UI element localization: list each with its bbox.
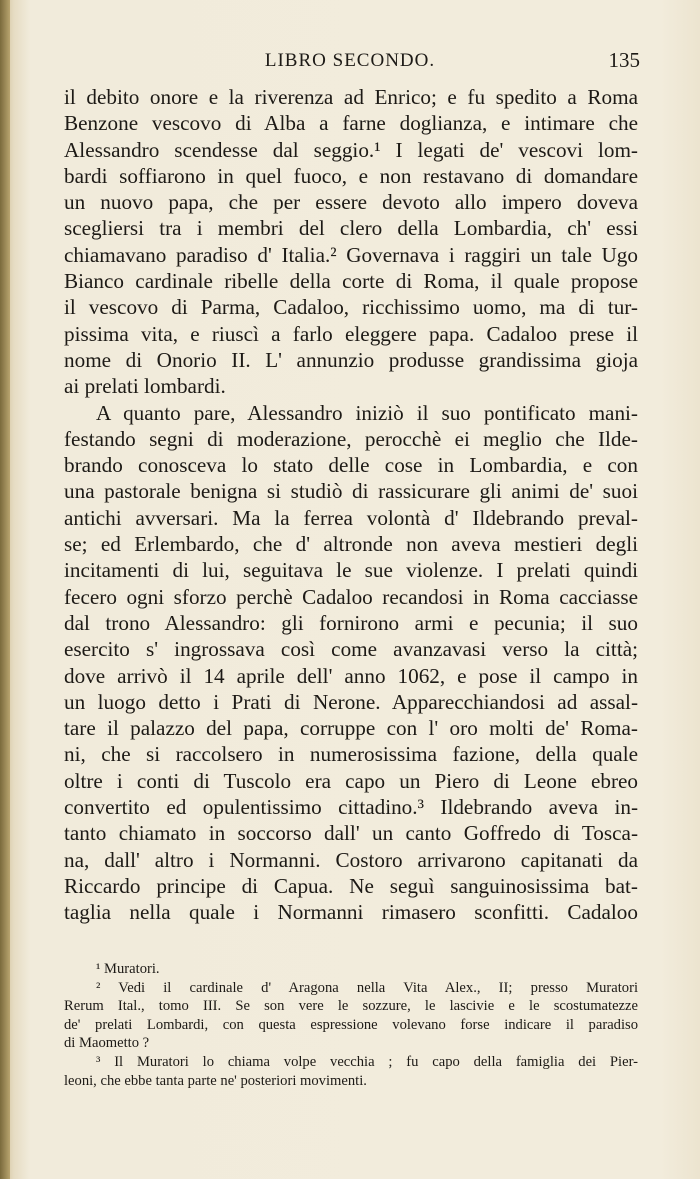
footnote-line: di Maometto ?: [64, 1035, 150, 1052]
text-line: se; ed Erlembardo, che d' altronde non aveva mestieri degli: [64, 532, 638, 557]
text-line: festando segni di moderazione, perocchè ei meglio che Ilde-: [64, 426, 638, 451]
text-line: chiamavano paradiso d' Italia.² Governava i raggiri un tale Ugo: [64, 242, 638, 267]
text-line: A quanto pare, Alessandro iniziò il suo pontificato mani-: [96, 400, 638, 425]
footnote-line: ² Vedi il cardinale d' Aragona nella Vita Alex., II; presso Muratori: [96, 979, 638, 996]
text-line: un luogo detto i Prati di Nerone. Apparecchiandosi ad assal-: [64, 689, 638, 714]
text-line: ni, che si raccolsero in numerosissima fazione, della quale: [64, 742, 638, 767]
text-line: esercito s' ingrossava così come avanzavasi verso la città;: [64, 637, 638, 662]
text-line: nome di Onorio II. L' annunzio produsse grandissima gioja: [64, 347, 638, 372]
text-line: il debito onore e la riverenza ad Enrico; e fu spedito a Roma: [64, 85, 638, 109]
text-line: pissima vita, e riuscì a farlo eleggere papa. Cadaloo prese il: [64, 321, 638, 346]
text-line: una pastorale benigna si studiò di rassicurare gli animi de' suoi: [64, 479, 638, 504]
text-line: antichi avversari. Ma la ferrea volontà d' Ildebrando preval-: [64, 505, 638, 530]
footnote-line: ³ Il Muratori lo chiama volpe vecchia ; fu capo della famiglia dei Pier-: [96, 1053, 638, 1070]
text-line: Bianco cardinale ribelle della corte di Roma, il quale propose: [64, 269, 638, 294]
text-line: ai prelati lombardi.: [64, 374, 226, 399]
text-line: taglia nella quale i Normanni rimasero sconfitti. Cadaloo: [64, 900, 638, 925]
text-line: convertito ed opulentissimo cittadino.³ Ildebrando aveva in-: [64, 795, 638, 820]
text-line: scegliersi tra i membri del clero della Lombardia, ch' essi: [64, 216, 638, 241]
text-line: na, dall' altro i Normanni. Costoro arrivarono capitanati da: [64, 847, 638, 872]
text-line: incitamenti di lui, seguitava le sue violenze. I prelati quindi: [64, 558, 638, 583]
text-line: fecero ogni sforzo perchè Cadaloo recandosi in Roma cacciasse: [64, 584, 638, 609]
footnote-line: Rerum Ital., tomo III. Se son vere le sozzure, le lascivie e le scostumatezze: [64, 998, 638, 1015]
text-line: Riccardo principe di Capua. Ne seguì sanguinosissima bat-: [64, 873, 638, 898]
body-text: [64, 84, 638, 926]
text-line: dal trono Alessandro: gli fornirono armi e pecunia; il suo: [64, 610, 638, 635]
page-number: 135: [608, 48, 640, 72]
text-line: bardi soffiarono in quel fuoco, e non restavano di domandare: [64, 163, 638, 188]
text-line: tare il palazzo del papa, corruppe con l' oro molti de' Roma-: [64, 716, 638, 741]
text-line: brando conosceva lo stato delle cose in Lombardia, e con: [64, 453, 638, 478]
footnote-line: leoni, che ebbe tanta parte ne' posteriori movimenti.: [64, 1072, 367, 1089]
running-title: LIBRO SECONDO.: [264, 50, 436, 71]
text-line: Benzone vescovo di Alba a farne doglianza, e intimare che: [64, 111, 638, 136]
page-header: [60, 50, 640, 76]
text-line: oltre i conti di Tuscolo era capo un Piero di Leone ebreo: [64, 768, 638, 793]
book-spine-edge: [0, 0, 10, 1179]
text-line: un nuovo papa, che per essere devoto allo impero doveva: [64, 190, 638, 215]
text-line: tanto chiamato in soccorso dall' un canto Goffredo di Tosca-: [64, 821, 638, 846]
text-line: il vescovo di Parma, Cadaloo, ricchissimo uomo, ma di tur-: [64, 295, 638, 320]
text-line: Alessandro scendesse dal seggio.¹ I legati de' vescovi lom-: [64, 137, 638, 162]
footnotes: [64, 960, 638, 1090]
footnote-line: de' prelati Lombardi, con questa espressione volevano forse indicare il paradiso: [64, 1016, 638, 1033]
footnote-line: ¹ Muratori.: [96, 961, 160, 977]
text-line: dove arrivò il 14 aprile dell' anno 1062, e pose il campo in: [64, 663, 638, 688]
